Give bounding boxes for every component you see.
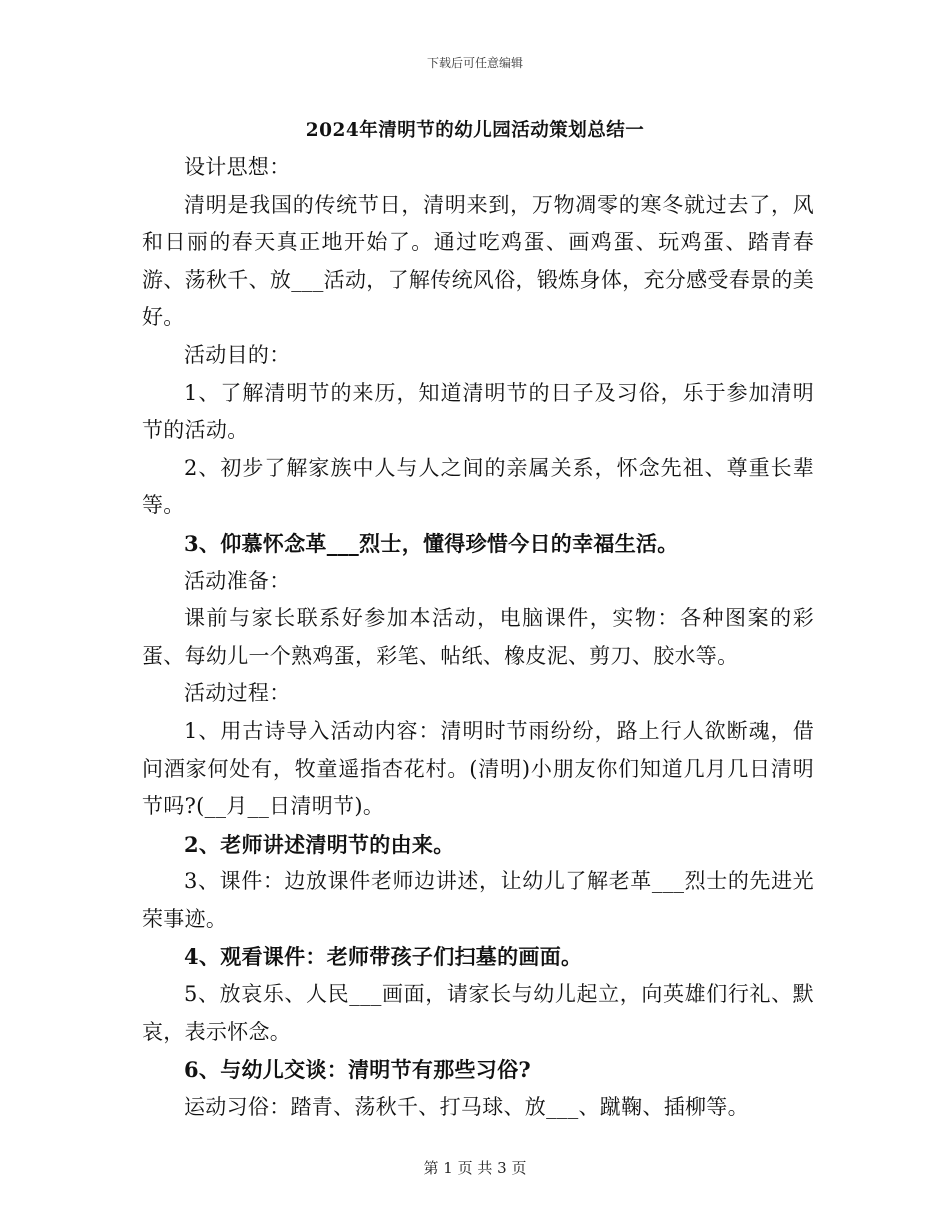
page-number-footer: 第 1 页 共 3 页 bbox=[423, 1159, 527, 1177]
paragraph-process-6: 6、与幼儿交谈：清明节有那些习俗? bbox=[184, 1057, 532, 1083]
paragraph-design-body: 清明是我国的传统节日，清明来到，万物凋零的寒冬就过去了，风和日丽的春天真正地开始了。通过吃鸡蛋、画鸡蛋、玩鸡蛋、踏青春游、荡秋千、放___活动，了解传统风俗，锻炼身体，充分感受春景的美好。 bbox=[142, 192, 814, 330]
document-title: 2024年清明节的幼儿园活动策划总结一 bbox=[305, 120, 645, 141]
paragraph-design-heading: 设计思想： bbox=[184, 155, 291, 179]
paragraph-goal-heading: 活动目的： bbox=[184, 342, 291, 367]
document-body bbox=[142, 149, 814, 1126]
paragraph-process-1: 1、用古诗导入活动内容：清明时节雨纷纷，路上行人欲断魂，借问酒家何处有，牧童遥指杏花村。(清明)小朋友你们知道几月几日清明节吗?(__月__日清明节)。 bbox=[142, 718, 814, 819]
paragraph-goal-2: 2、初步了解家族中人与人之间的亲属关系，怀念先祖、尊重长辈等。 bbox=[142, 455, 814, 518]
paragraph-goal-3: 3、仰慕怀念革___烈士，懂得珍惜今日的幸福生活。 bbox=[184, 530, 679, 556]
header-note: 下载后可任意编辑 bbox=[426, 56, 523, 70]
paragraph-process-3: 3、课件：边放课件老师边讲述，让幼儿了解老革___烈士的先进光荣事迹。 bbox=[142, 869, 814, 931]
paragraph-process-heading: 活动过程： bbox=[184, 681, 291, 706]
paragraph-goal-1: 1、了解清明节的来历，知道清明节的日子及习俗，乐于参加清明节的活动。 bbox=[142, 380, 814, 443]
paragraph-process-2: 2、老师讲述清明节的由来。 bbox=[184, 831, 455, 857]
paragraph-process-4: 4、观看课件：老师带孩子们扫墓的画面。 bbox=[184, 944, 583, 970]
paragraph-prep-heading: 活动准备： bbox=[184, 568, 291, 593]
paragraph-process-5: 5、放哀乐、人民___画面，请家长与幼儿起立，向英雄们行礼、默哀，表示怀念。 bbox=[142, 982, 814, 1044]
paragraph-customs: 运动习俗：踏青、荡秋千、打马球、放___、蹴鞠、插柳等。 bbox=[184, 1094, 749, 1119]
paragraph-prep-body: 课前与家长联系好参加本活动，电脑课件，实物：各种图案的彩蛋、每幼儿一个熟鸡蛋，彩笔、帖纸、橡皮泥、剪刀、胶水等。 bbox=[142, 606, 814, 668]
